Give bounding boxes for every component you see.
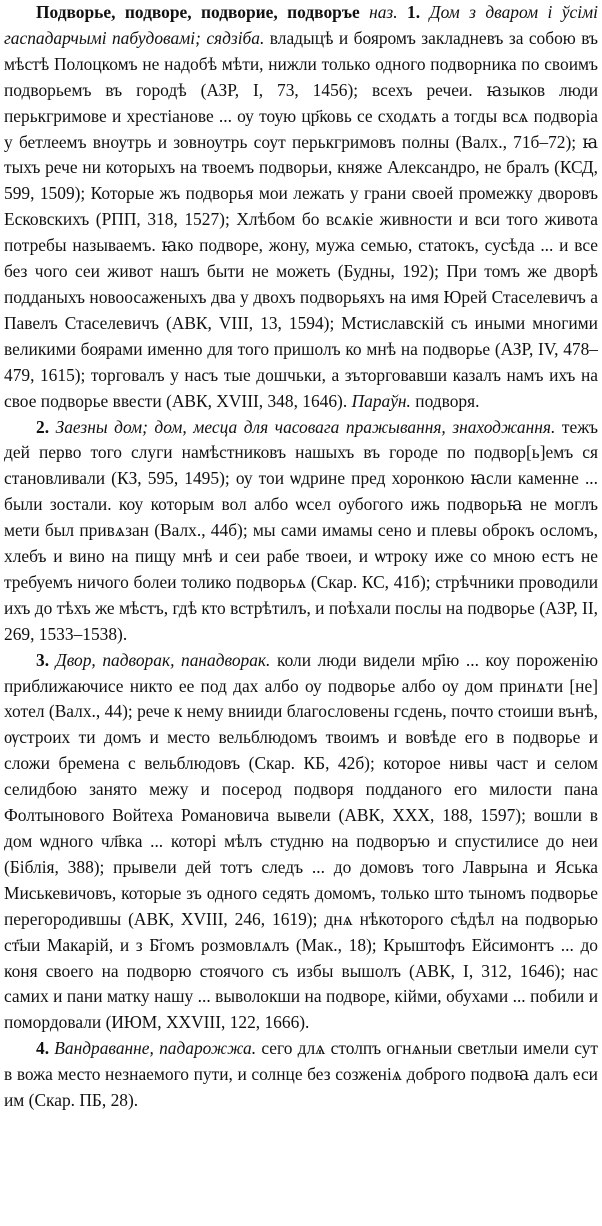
sense-4-paragraph [4, 1036, 598, 1114]
sense-number: 3. [36, 649, 50, 670]
sense-citations: коли люди видели мр҃ію ... коу пороженію приближаючисе никто ее под дах албо оу подворье албо оу дом принѧти [не] хотел (Валх., 44); рече к нему внииди благословены гсдень, почто стоиши вънѣ, ѹстроих ти домъ и место вельблюдомъ твоимъ и вовѣде его в подворье и сложи бремена с вельблюдовъ (Скар. КБ, 42б); которое нивы част и селом селидбою занято межу и посерод подворя подданого его милости пана Фолтынового Войтеха Романовича вывели (АВК, XXX, 188, 1597); вошли в дом ѡдного чл҃вка ... которі мѣлъ студню на подворъю и спустилисе до неи (Біблія, 388); прывели дей тотъ следъ ... до домовъ того Лаврына и Яська Миськевичовъ, которые зъ одного седять домомъ, только што тыномъ подворье перегородившы (АВК, XVIII, 246, 1619); днѧ нѣкоторого сѣдѣл на подворью ст҃ыи Макарій, и з Б҃гомъ розмовлѧлъ (Мак., 18); Крыштофъ Ейсимонтъ ... до коня своего на подворю стоячого съ избы вышолъ (АВК, I, 312, 1646); нас самих и пани матку нашу ... выволокши на подворе, кійми, обухами ... побили и помордовали (ИЮМ, XXVIII, 122, 1666). [4, 649, 598, 1033]
sense-number: 2. [36, 416, 50, 437]
parallel-label: Параўн. [351, 390, 411, 411]
sense-number: 4. [36, 1038, 50, 1059]
part-of-speech: наз. [369, 2, 398, 22]
parallel-ref: подворя. [415, 390, 480, 411]
sense-citations: сего длѧ столпъ огнѧныи светлыи имели сут в вожа место незнаемого пути, и солнце без созженіѧ доброго подвоꙗ далъ еси им (Скар. ПБ, 28). [4, 1038, 598, 1111]
headword: Подворье, подворе, подворие, подворъе [36, 2, 360, 22]
sense-2-paragraph [4, 415, 598, 648]
sense-gloss: Двор, падворак, панадворак. [55, 649, 271, 670]
sense-1-paragraph [4, 0, 598, 415]
sense-gloss: Заезны дом; дом, месца для часовага пражывання, знаходжання. [55, 416, 556, 437]
sense-citations: тежъ дей перво того слуги намѣстниковъ нашыхъ въ городе по подвор[ь]емъ ся становливали (КЗ, 595, 1495); оу тои ѡдрине пред хоронкою ꙗсли каменне ... были зостали. коу которым вол албо ѡсел оубогого ижь подворьꙗ не моглъ мети был привѧзан (Валх., 44б); мы сами имамы сено и плевы оброкъ осломъ, хлебъ и вино на пищу мнѣ и сеи рабе твоеи, и ѡтроку иже со мною естъ не требуемъ ничого болеи толико подворьѧ (Скар. КС, 41б); стрѣчники проводили ихъ до тѣхъ же мѣстъ, гдѣ кто встрѣтилъ, и поѣхали послы на подворье (АЗР, II, 269, 1533–1538). [4, 416, 598, 644]
sense-3-paragraph [4, 648, 598, 1037]
sense-gloss: Вандраванне, падарожжа. [54, 1038, 257, 1059]
sense-number: 1. [407, 2, 421, 22]
sense-gloss: Дом з дваром і ўсімі гаспадарчымі пабудовамі; сядзіба. [4, 2, 598, 48]
sense-citations: владыцѣ и бояромъ закладневъ за собою въ мѣстѣ Полоцкомъ не надобѣ мѣти, нижли только одного подворника по своимъ подворьемъ въ городѣ (АЗР, I, 73, 1456); всехъ речеи. ꙗзыков люди перькгримове и хрестіанове ... оу тоую цр҃ковь се сходѧть а тогды всѧ подворіа у бетлеемъ вноутрь и зовноутрь соут перькгримовъ полны (Валх., 71б–72); ꙗ тыхъ рече ни которыхъ на твоемъ подворьи, княже Александро, не бралъ (КСД, 599, 1509); Которые жъ подворья мои лежать у грани своей промежку дворовъ Есковскихъ (РПП, 318, 1527); Хлѣбом бо всѧкіе живности и вси того живота потребы называемъ. ꙗко подворе, жону, мужа семью, статокъ, сусѣда ... и все без чого сеи живот нашъ быти не можеть (Будны, 192); При томъ же дворѣ подданыхъ новоосаженыхъ два у двохъ подворьяхъ на имя Юрей Стаселевичъ а Павелъ Стаселевичъ (АВК, VIII, 13, 1594); Мстиславскій съ иными многими великими боярами именно для того пришолъ ко мнѣ на подворье (АЗР, IV, 478–479, 1615); торговалъ у насъ тые дошчьки, а зъторговавши казалъ намъ ихъ на свое подворье ввести (АВК, XVIII, 348, 1646). [4, 27, 598, 411]
